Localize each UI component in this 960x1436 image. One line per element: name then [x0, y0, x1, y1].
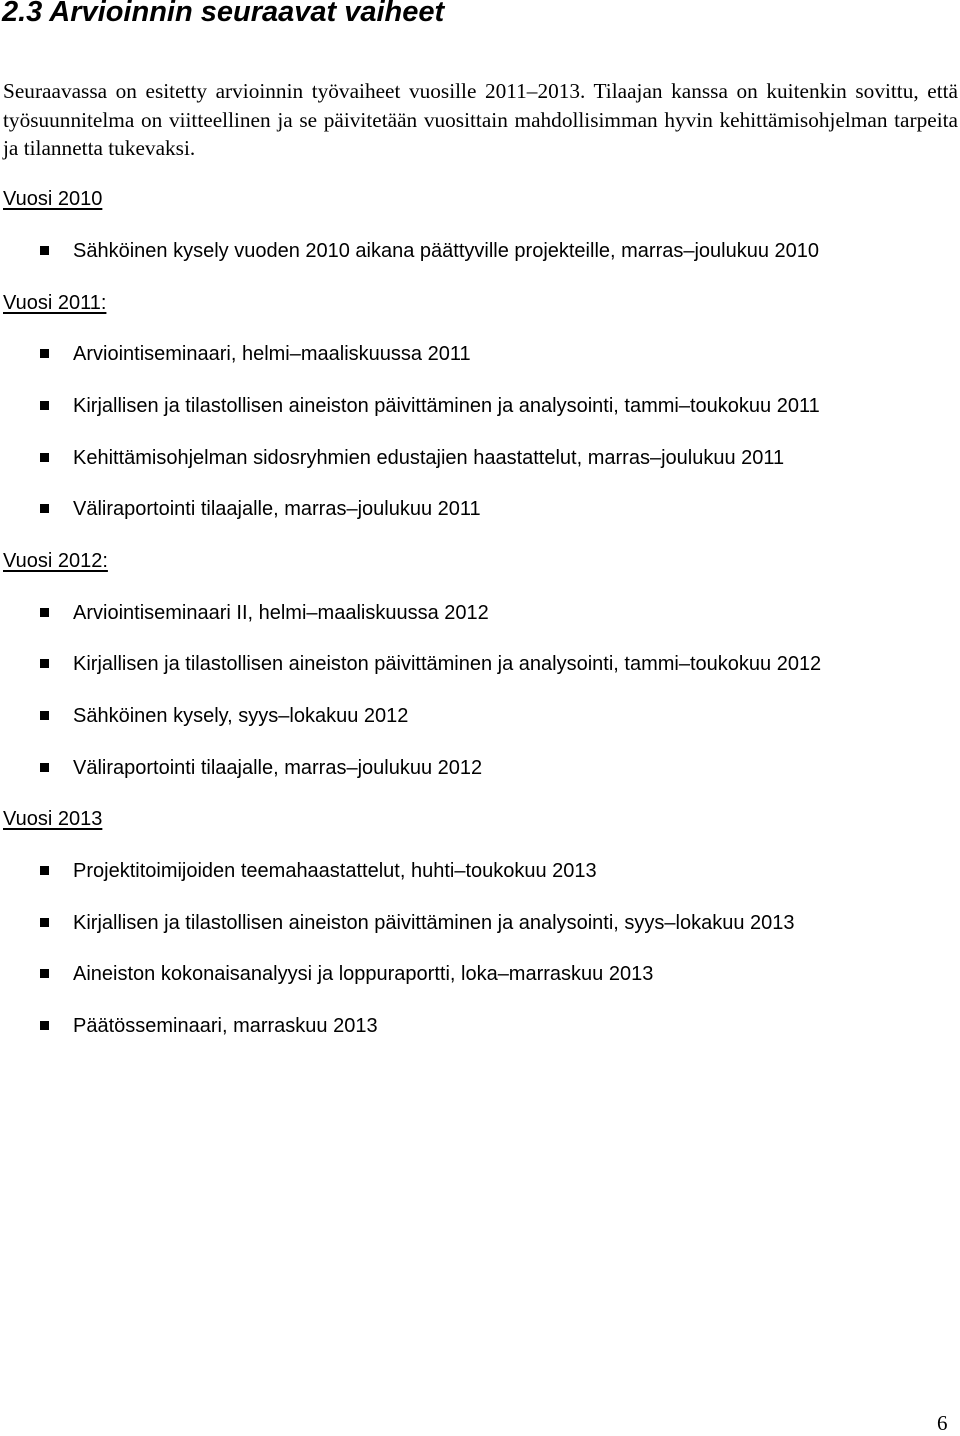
- list-item-text: Kirjallisen ja tilastollisen aineiston päivittäminen ja analysointi, tammi–toukokuu 2011: [73, 395, 820, 417]
- square-bullet-icon: [40, 866, 49, 875]
- list-item-text: Projektitoimijoiden teemahaastattelut, huhti–toukokuu 2013: [73, 860, 597, 882]
- intro-paragraph: Seuraavassa on esitetty arvioinnin työvaiheet vuosille 2011–2013. Tilaajan kanssa on kuitenkin sovittu, että työsuunnitelma on viitteellinen ja se päivitetään vuosittain mahdollisimman hyvin kehittämisohjelman tarpeita ja tilannetta tukevaksi.: [3, 79, 958, 160]
- square-bullet-icon: [40, 711, 49, 720]
- list-item-text: Kehittämisohjelman sidosryhmien edustajien haastattelut, marras–joulukuu 2011: [73, 447, 785, 469]
- square-bullet-icon: [40, 969, 49, 978]
- year-heading-2011: Vuosi 2011:: [3, 292, 107, 314]
- square-bullet-icon: [40, 608, 49, 617]
- list-item-text: Arviointiseminaari, helmi–maaliskuussa 2011: [73, 343, 471, 365]
- square-bullet-icon: [40, 453, 49, 462]
- list-item-text: Kirjallisen ja tilastollisen aineiston päivittäminen ja analysointi, syys–lokakuu 2013: [73, 912, 795, 934]
- square-bullet-icon: [40, 246, 49, 255]
- list-item-text: Sähköinen kysely, syys–lokakuu 2012: [73, 705, 409, 727]
- square-bullet-icon: [40, 504, 49, 513]
- year-heading-2012: Vuosi 2012:: [3, 550, 108, 572]
- square-bullet-icon: [40, 401, 49, 410]
- list-item-text: Aineiston kokonaisanalyysi ja loppuraportti, loka–marraskuu 2013: [73, 963, 654, 985]
- year-heading-2010: Vuosi 2010: [3, 188, 103, 210]
- list-item-text: Arviointiseminaari II, helmi–maaliskuussa 2012: [73, 602, 489, 624]
- list-item-text: Väliraportointi tilaajalle, marras–joulukuu 2011: [73, 498, 481, 520]
- square-bullet-icon: [40, 349, 49, 358]
- square-bullet-icon: [40, 659, 49, 668]
- list-item-text: Sähköinen kysely vuoden 2010 aikana päättyville projekteille, marras–joulukuu 2010: [73, 240, 820, 262]
- year-heading-2013: Vuosi 2013: [3, 808, 103, 830]
- square-bullet-icon: [40, 918, 49, 927]
- list-item-text: Kirjallisen ja tilastollisen aineiston päivittäminen ja analysointi, tammi–toukokuu 2012: [73, 653, 822, 675]
- square-bullet-icon: [40, 1021, 49, 1030]
- list-item-text: Väliraportointi tilaajalle, marras–joulukuu 2012: [73, 757, 483, 779]
- section-heading: 2.3 Arvioinnin seuraavat vaiheet: [2, 0, 445, 28]
- square-bullet-icon: [40, 763, 49, 772]
- list-item-text: Päätösseminaari, marraskuu 2013: [73, 1015, 378, 1037]
- page-number: 6: [937, 1411, 948, 1435]
